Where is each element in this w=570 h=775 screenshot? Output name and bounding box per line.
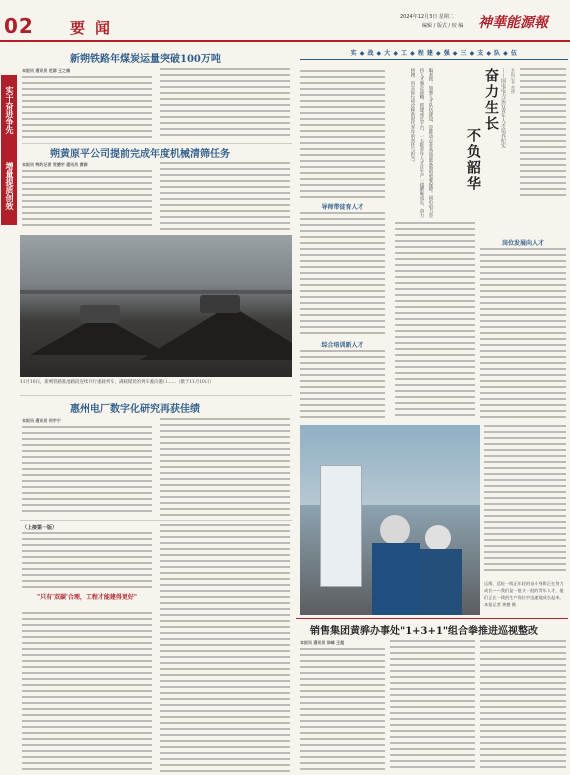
article-2-body-col1 — [22, 170, 152, 230]
divider — [20, 395, 292, 396]
feature-body-col5 — [480, 248, 566, 420]
newspaper-logo: 神華能源報 — [478, 15, 548, 31]
article-2-body-col2 — [160, 162, 290, 230]
editors-line: 编辑 / 版式 / 校 编 — [422, 23, 464, 29]
feature-headline-block — [440, 68, 500, 218]
feature-intro: 编者按：加强人才队伍建设，是推动企业高质量发展的重要保障。国电电力坚持人才强企战略，搭建成长平台，一大批青年人才在生产一线磨砺成长、奋力拼搏，用实际行动诠释新时代青年的责任与担当。 — [410, 68, 433, 218]
article-3-cont-col1 — [22, 532, 152, 588]
article-4-byline: 本报讯 通讯员 徐峰 王超 — [300, 640, 345, 645]
coal-train-photo — [20, 235, 292, 377]
page-number: 02 — [4, 14, 34, 38]
article-1-byline: 本报讯 通讯员 范源 王之楠 — [22, 68, 71, 73]
workers-photo — [300, 425, 480, 615]
issue-date: 2024年12月3日 星期二 — [400, 14, 454, 20]
article-3-lead — [22, 418, 152, 426]
feature-headline-2: 不负韶华 — [465, 128, 481, 192]
side-label-block — [1, 75, 17, 225]
feature-byline: 本报记者 黄德 — [511, 68, 516, 94]
feature-headline-1: 奋力生长 — [483, 68, 499, 132]
feature-body-col6 — [484, 425, 566, 575]
masthead — [0, 0, 570, 44]
article-3-cont-col3 — [160, 524, 290, 772]
article-1-title: 新朔铁路年煤炭运量突破100万吨 — [70, 54, 221, 65]
section-title: 要闻 — [70, 19, 121, 37]
divider — [20, 520, 292, 521]
worker-helmet — [425, 525, 451, 551]
worker-helmet — [380, 515, 410, 545]
article-3-body-col2 — [160, 418, 290, 516]
header-rule — [0, 40, 570, 42]
article-4-title: 销售集团黄骅办事处"1+3+1"组合拳推进巡视整改 — [310, 626, 539, 637]
article-3-title: 惠州电厂数字化研究再获佳绩 — [70, 404, 200, 415]
feature-banner-text: 实 ◆ 战 ◆ 大 ◆ 工 ◆ 程 建 ◆ 强 ◆ 三 ◆ 支 ◆ 队 ◆ 伍 — [350, 50, 518, 57]
article-4-body-col2 — [390, 640, 475, 772]
feature-side-col — [520, 68, 566, 198]
feature-photo-caption: 运维、巡检一线正年轻的奋斗身影正在努力成长——我们是一批又一批的青年人才，他们正在一线的生产岗位中迅速地成长起来。本报记者 黄德 摄 — [484, 581, 564, 607]
article-2-title: 朔黄原平公司提前完成年度机械清筛任务 — [50, 149, 230, 160]
article-3-byline: 本报讯 通讯员 何宇宁 — [22, 418, 61, 423]
feature-subhead-1: 岗位发展向人才 — [501, 240, 544, 247]
feature-body-col3 — [300, 350, 385, 420]
divider — [296, 618, 568, 619]
article-1-body-col1 — [22, 76, 152, 138]
article-3-body-col1 — [22, 426, 152, 516]
truck — [200, 295, 240, 313]
article-1-body-col2 — [160, 68, 290, 138]
photo-caption: 11月10日，新朔铁路准池路段连续开行重载列车，满载煤炭的列车驶向港口……（摄于11月10日） — [20, 380, 214, 385]
side-label-bottom: 增量提质创效 — [5, 162, 14, 210]
coal-pile — [140, 305, 292, 360]
article-3-subheading: "只有'双碳'合理，工程才能建得更好" — [37, 594, 137, 601]
feature-body-col1 — [300, 70, 385, 200]
article-2-byline: 本报讯 特约记者 党德宇 通讯员 黄群 — [22, 162, 88, 167]
article-4-body-col3 — [480, 640, 566, 772]
divider — [22, 143, 292, 144]
equipment-panel — [320, 465, 362, 587]
feature-subheadline: ——国电电力运行青年人才培养纪实 — [500, 68, 506, 148]
article-3-cont-col2 — [22, 612, 152, 772]
feature-subhead-2: 导师带徒育人才 — [321, 204, 364, 211]
feature-body-col4 — [395, 222, 475, 420]
article-2-lead — [22, 162, 152, 170]
feature-body-col2 — [300, 212, 385, 337]
truck — [80, 305, 120, 323]
worker-body — [418, 549, 462, 615]
side-label-top: 实干奋进争先 — [5, 86, 14, 134]
rail-line — [20, 290, 292, 294]
continued-note: （上接第一版） — [22, 525, 58, 531]
worker-body — [372, 543, 420, 615]
article-4-body-col1 — [300, 648, 385, 772]
feature-subhead-3: 综合培训新人才 — [321, 342, 364, 349]
feature-banner-rule — [300, 59, 568, 60]
feature-banner — [300, 48, 568, 60]
